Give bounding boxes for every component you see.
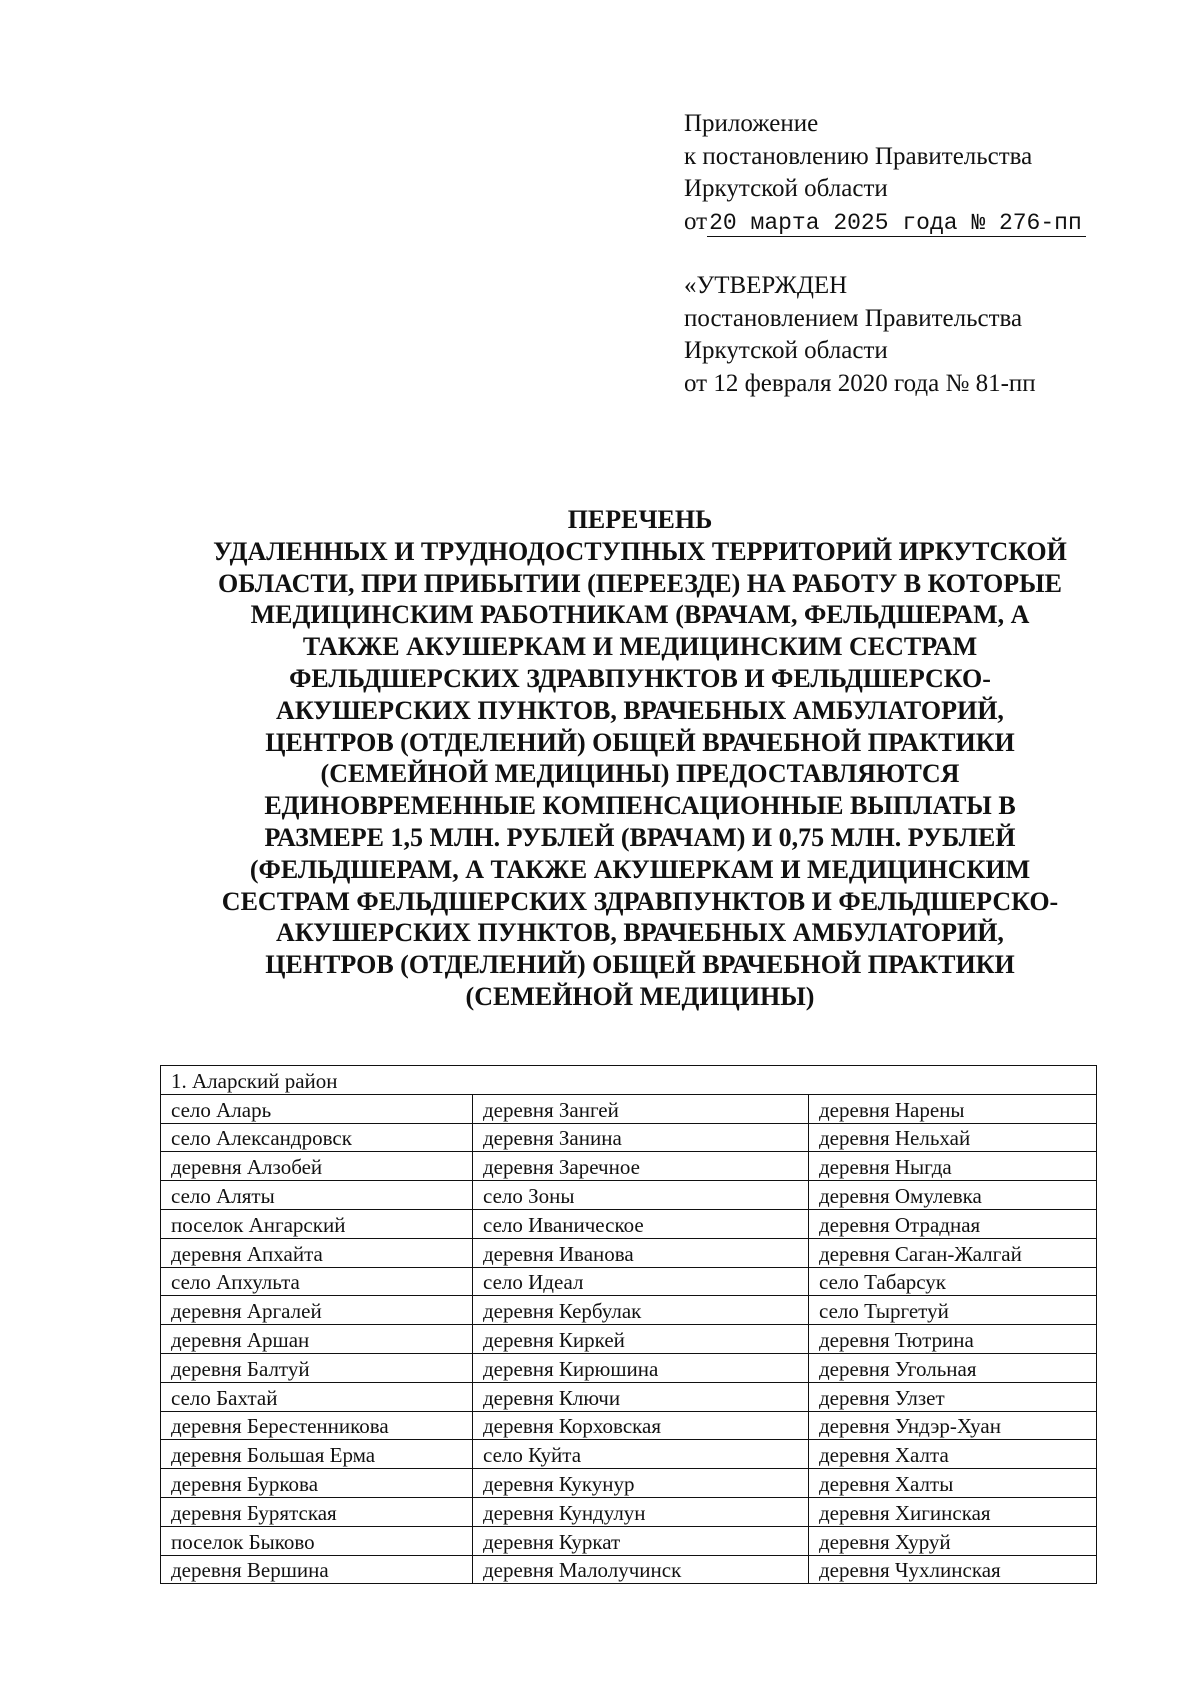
appendix-date-prefix: от: [684, 207, 708, 235]
table-row: [161, 1440, 1097, 1469]
settlement-cell: деревня Кундулун: [473, 1497, 809, 1526]
title-line: АКУШЕРСКИХ ПУНКТОВ, ВРАЧЕБНЫХ АМБУЛАТОРИЙ,: [276, 918, 1004, 948]
table-row: [161, 1094, 1097, 1123]
settlement-cell: село Аларь: [161, 1094, 473, 1123]
title-line: (СЕМЕЙНОЙ МЕДИЦИНЫ) ПРЕДОСТАВЛЯЮТСЯ: [320, 759, 960, 789]
table-row: [161, 1555, 1097, 1584]
settlement-cell: деревня Хигинская: [809, 1497, 1097, 1526]
appendix-block: [684, 108, 1086, 238]
settlement-cell: деревня Нельхай: [809, 1123, 1097, 1152]
settlement-cell: деревня Улзет: [809, 1382, 1097, 1411]
title-line: ОБЛАСТИ, ПРИ ПРИБЫТИИ (ПЕРЕЕЗДЕ) НА РАБОТУ В КОТОРЫЕ: [218, 568, 1062, 598]
settlement-cell: село Зоны: [473, 1181, 809, 1210]
settlement-cell: деревня Бурятская: [161, 1497, 473, 1526]
settlement-cell: деревня Малолучинск: [473, 1555, 809, 1584]
settlement-cell: село Табарсук: [809, 1267, 1097, 1296]
table-row: [161, 1267, 1097, 1296]
settlement-cell: деревня Буркова: [161, 1469, 473, 1498]
appendix-region: Иркутской области: [684, 175, 888, 202]
table-row: [161, 1411, 1097, 1440]
settlement-cell: деревня Аргалей: [161, 1296, 473, 1325]
settlement-cell: деревня Занина: [473, 1123, 809, 1152]
settlement-cell: деревня Аршан: [161, 1325, 473, 1354]
title-line: ПЕРЕЧЕНЬ: [567, 505, 713, 534]
settlement-cell: деревня Куркат: [473, 1526, 809, 1555]
settlement-cell: деревня Корховская: [473, 1411, 809, 1440]
title-line: МЕДИЦИНСКИМ РАБОТНИКАМ (ВРАЧАМ, ФЕЛЬДШЕРАМ, А: [250, 600, 1030, 630]
table-row: [161, 1526, 1097, 1555]
settlement-cell: деревня Халта: [809, 1440, 1097, 1469]
settlement-cell: деревня Зангей: [473, 1094, 809, 1123]
settlement-cell: деревня Балтуй: [161, 1353, 473, 1382]
table-row: [161, 1382, 1097, 1411]
table-row: [161, 1209, 1097, 1238]
settlement-cell: деревня Ныгда: [809, 1152, 1097, 1181]
title-line: УДАЛЕННЫХ И ТРУДНОДОСТУПНЫХ ТЕРРИТОРИЙ ИРКУТСКОЙ: [213, 536, 1067, 566]
settlement-cell: деревня Хуруй: [809, 1526, 1097, 1555]
table-row: [161, 1152, 1097, 1181]
territories-table-wrap: [160, 1065, 1096, 1584]
document-title: [160, 504, 1120, 1013]
settlement-cell: деревня Большая Ерма: [161, 1440, 473, 1469]
settlement-cell: деревня Киркей: [473, 1325, 809, 1354]
settlement-cell: деревня Саган-Жалгай: [809, 1238, 1097, 1267]
settlement-cell: село Куйта: [473, 1440, 809, 1469]
title-line: ЦЕНТРОВ (ОТДЕЛЕНИЙ) ОБЩЕЙ ВРАЧЕБНОЙ ПРАКТИКИ: [265, 727, 1015, 757]
section-header-row: [161, 1066, 1097, 1095]
settlement-cell: деревня Чухлинская: [809, 1555, 1097, 1584]
settlement-cell: село Александровск: [161, 1123, 473, 1152]
settlement-cell: деревня Ундэр-Хуан: [809, 1411, 1097, 1440]
table-row: [161, 1181, 1097, 1210]
table-row: [161, 1238, 1097, 1267]
appendix-typed-date: 20 марта 2025 года № 276-пп: [707, 210, 1086, 237]
settlement-cell: село Аляты: [161, 1181, 473, 1210]
title-line: ТАКЖЕ АКУШЕРКАМ И МЕДИЦИНСКИМ СЕСТРАМ: [302, 632, 978, 662]
approved-date: от 12 февраля 2020 года № 81-пп: [684, 369, 1036, 397]
settlement-cell: деревня Апхайта: [161, 1238, 473, 1267]
settlement-cell: деревня Ключи: [473, 1382, 809, 1411]
settlement-cell: деревня Кирюшина: [473, 1353, 809, 1382]
title-line: ЕДИНОВРЕМЕННЫЕ КОМПЕНСАЦИОННЫЕ ВЫПЛАТЫ В: [264, 791, 1016, 821]
table-row: [161, 1296, 1097, 1325]
settlement-cell: деревня Вершина: [161, 1555, 473, 1584]
settlement-cell: деревня Берестенникова: [161, 1411, 473, 1440]
settlement-cell: село Тыргетуй: [809, 1296, 1097, 1325]
settlement-cell: деревня Тютрина: [809, 1325, 1097, 1354]
table-row: [161, 1123, 1097, 1152]
section-header-cell: 1. Аларский район: [161, 1066, 1097, 1095]
settlement-cell: деревня Отрадная: [809, 1209, 1097, 1238]
title-line: РАЗМЕРЕ 1,5 МЛН. РУБЛЕЙ (ВРАЧАМ) И 0,75 МЛН. РУБЛЕЙ: [264, 822, 1016, 852]
table-row: [161, 1497, 1097, 1526]
appendix-title: Приложение: [684, 110, 819, 137]
settlement-cell: деревня Иванова: [473, 1238, 809, 1267]
settlement-cell: деревня Кукунур: [473, 1469, 809, 1498]
settlement-cell: деревня Заречное: [473, 1152, 809, 1181]
settlement-cell: село Иваническое: [473, 1209, 809, 1238]
settlement-cell: деревня Омулевка: [809, 1181, 1097, 1210]
table-row: [161, 1353, 1097, 1382]
table-row: [161, 1469, 1097, 1498]
territories-table: [160, 1065, 1097, 1584]
settlement-cell: село Апхульта: [161, 1267, 473, 1296]
settlement-cell: деревня Нарены: [809, 1094, 1097, 1123]
settlement-cell: поселок Ангарский: [161, 1209, 473, 1238]
settlement-cell: деревня Халты: [809, 1469, 1097, 1498]
title-line: (СЕМЕЙНОЙ МЕДИЦИНЫ): [465, 981, 815, 1011]
title-line: ЦЕНТРОВ (ОТДЕЛЕНИЙ) ОБЩЕЙ ВРАЧЕБНОЙ ПРАКТИКИ: [265, 950, 1015, 980]
title-line: (ФЕЛЬДШЕРАМ, А ТАКЖЕ АКУШЕРКАМ И МЕДИЦИНСКИМ: [249, 854, 1031, 884]
approved-region: Иркутской области: [684, 337, 888, 364]
table-row: [161, 1325, 1097, 1354]
settlement-cell: село Бахтай: [161, 1382, 473, 1411]
appendix-date-line: [684, 206, 1086, 239]
title-line: СЕСТРАМ ФЕЛЬДШЕРСКИХ ЗДРАВПУНКТОВ И ФЕЛЬДШЕРСКО-: [221, 886, 1059, 916]
settlement-cell: деревня Кербулак: [473, 1296, 809, 1325]
settlement-cell: поселок Быково: [161, 1526, 473, 1555]
approved-title: «УТВЕРЖДЕН: [684, 272, 848, 299]
settlement-cell: село Идеал: [473, 1267, 809, 1296]
approved-by: постановлением Правительства: [684, 304, 1023, 332]
title-line: ФЕЛЬДШЕРСКИХ ЗДРАВПУНКТОВ И ФЕЛЬДШЕРСКО-: [289, 663, 991, 693]
approved-block: [684, 270, 1036, 400]
appendix-reference: к постановлению Правительства: [684, 142, 1033, 170]
settlement-cell: деревня Угольная: [809, 1353, 1097, 1382]
title-line: АКУШЕРСКИХ ПУНКТОВ, ВРАЧЕБНЫХ АМБУЛАТОРИЙ,: [276, 695, 1004, 725]
settlement-cell: деревня Алзобей: [161, 1152, 473, 1181]
